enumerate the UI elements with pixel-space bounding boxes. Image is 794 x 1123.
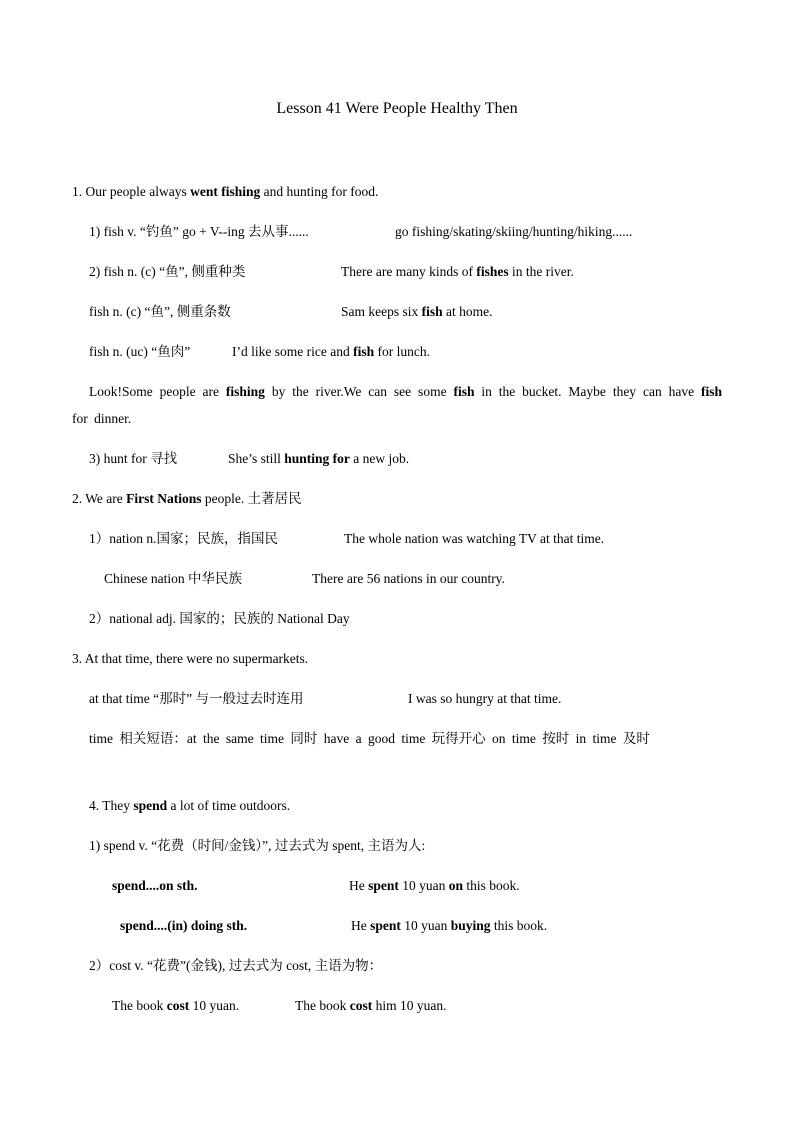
s3-paragraph: time 相关短语：at the same time 同时 have a good time 玩得开心 on time 按时 in time 及时 [89,731,650,746]
s1-line-1: 1) fish v. “钓鱼” go + V--ing 去从事...... [89,224,309,239]
section-4-heading: 4. They spend a lot of time outdoors. [89,798,291,813]
s4-line-2: spend....on sth. [112,878,198,893]
s4-line-5: The book cost 10 yuan. [112,998,240,1013]
s1-line-5: 3) hunt for 寻找 [89,451,178,466]
s1-line-2-example: There are many kinds of fishes in the river. [341,264,574,279]
s1-paragraph: Look!Some people are fishing by the river.We can see some fish in the bucket. Maybe they can have fish for dinner. [72,384,722,426]
s1-line-2: 2) fish n. (c) “鱼”, 侧重种类 [89,264,246,279]
s1-line-5-example: She’s still hunting for a new job. [228,451,410,466]
page-title: Lesson 41 Were People Healthy Then [276,100,518,117]
section-2-heading: 2. We are First Nations people. 土著居民 [72,491,302,506]
section-3-heading: 3. At that time, there were no supermarkets. [72,651,309,666]
s1-line-3-example: Sam keeps six fish at home. [341,304,493,319]
s1-line-4-example: I’d like some rice and fish for lunch. [232,344,430,359]
section-1-heading: 1. Our people always went fishing and hunting for food. [72,184,379,199]
s1-line-1-example: go fishing/skating/skiing/hunting/hiking...... [395,224,633,239]
s3-line-1-example: I was so hungry at that time. [408,691,562,706]
s2-line-2: Chinese nation 中华民族 [104,571,242,586]
s4-line-5-example: The book cost him 10 yuan. [295,998,447,1013]
s2-line-3: 2）national adj. 国家的；民族的 National Day [89,611,350,626]
s4-line-3-example: He spent 10 yuan buying this book. [351,918,548,933]
s4-line-3: spend....(in) doing sth. [120,918,248,933]
s3-line-1: at that time “那时” 与一般过去时连用 [89,691,304,706]
s2-line-2-example: There are 56 nations in our country. [312,571,505,586]
s2-line-1: 1）nation n.国家；民族，指国民 [89,531,278,546]
s4-line-4: 2）cost v. “花费”(金钱), 过去式为 cost, 主语为物： [89,958,383,973]
s4-line-2-example: He spent 10 yuan on this book. [349,878,520,893]
s1-line-4: fish n. (uc) “鱼肉” [89,344,191,359]
s4-line-1: 1) spend v. “花费（时间/金钱）”, 过去式为 spent, 主语为人: [89,838,426,853]
s2-line-1-example: The whole nation was watching TV at that time. [344,531,605,546]
s1-line-3: fish n. (c) “鱼”, 侧重条数 [89,304,231,319]
